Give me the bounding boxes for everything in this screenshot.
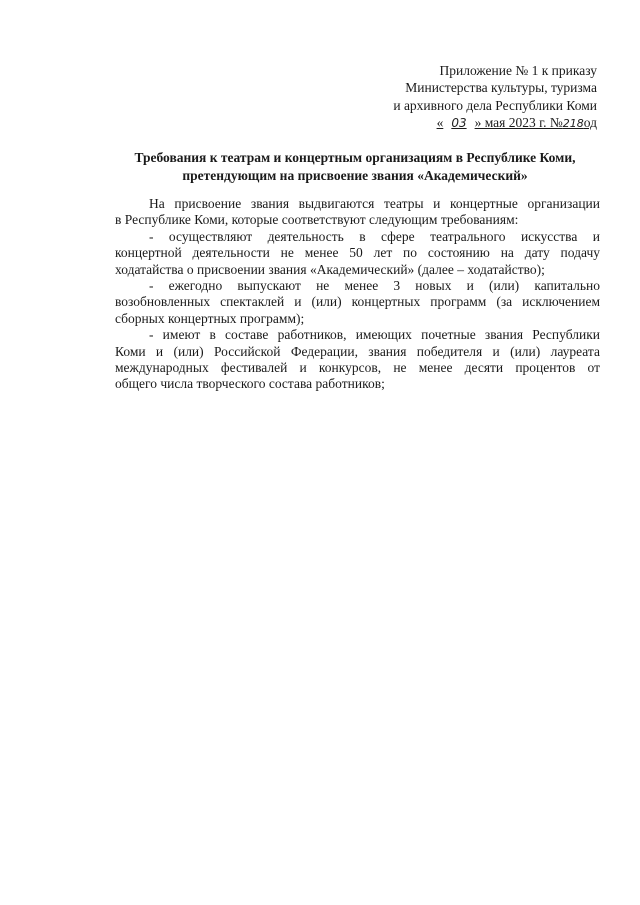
body-line: общего числа творческого состава работников; (115, 376, 385, 392)
ministry-line-2: и архивного дела Республики Коми (393, 97, 597, 113)
body-line: в Республике Коми, которые соответствуют следующим требованиям: (115, 212, 519, 228)
title-line: претендующим на присвоение звания «Академический» (182, 167, 528, 183)
body-line: возобновленных спектаклей и (или) концертных программ (за исключением (115, 294, 600, 310)
body-line: сборных концертных программ); (115, 310, 305, 326)
body-line: - имеют в составе работников, имеющих почетные звания Республики (149, 327, 600, 343)
order-date-line (393, 114, 597, 132)
appendix-line: Приложение № 1 к приказу (439, 63, 597, 78)
body-line: Коми и (или) Российской Федерации, звания победителя и (или) лауреата (115, 343, 600, 359)
appendix-header (393, 62, 597, 132)
body-line: - ежегодно выпускают не менее 3 новых и (или) капитально (149, 278, 600, 294)
ministry-line: Министерства культуры, туризма (405, 80, 597, 96)
order-suffix: од (583, 114, 597, 130)
body-line: концертной деятельности не менее 50 лет по состоянию на дату подачу (115, 245, 600, 261)
body-line: ходатайства о присвоении звания «Академический» (далее – ходатайство); (115, 261, 545, 277)
document-body (115, 196, 600, 393)
title-line: Требования к театрам и концертным организациям в Республике Коми, (134, 150, 576, 165)
handwritten-day: 03 (451, 115, 467, 130)
body-line: На присвоение звания выдвигаются театры и концертные организации (149, 196, 600, 211)
quote-open: « (436, 114, 444, 130)
date-rest: » мая 2023 г. № (474, 114, 563, 130)
body-line: международных фестивалей и конкурсов, не менее десяти процентов от (115, 360, 600, 376)
document-title (100, 149, 610, 184)
handwritten-order-number: 218 (562, 116, 584, 130)
body-line: - осуществляют деятельность в сфере театрального искусства и (149, 228, 600, 244)
